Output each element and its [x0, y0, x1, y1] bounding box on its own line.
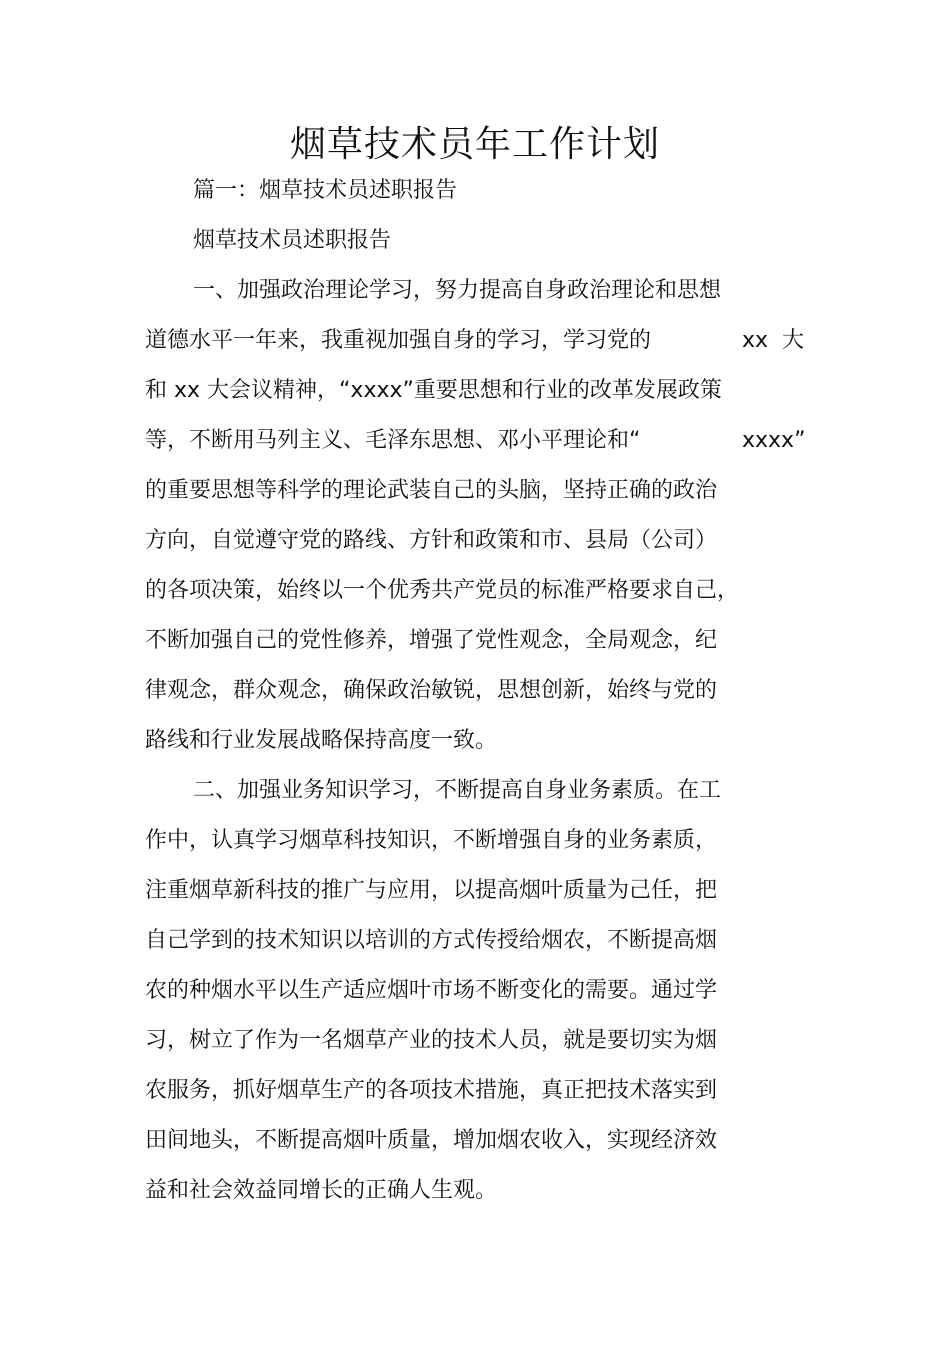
paragraph-line	[145, 426, 806, 456]
paragraph-line: 路线和行业发展战略保持高度一致。	[145, 728, 498, 753]
paragraph-line: 不断加强自己的党性修养，增强了党性观念，全局观念，纪	[145, 628, 718, 653]
paragraph-line: 农服务，抓好烟草生产的各项技术措施，真正把技术落实到	[145, 1078, 718, 1103]
document-title: 烟草技术员年工作计划	[289, 124, 660, 165]
paragraph-line: 益和社会效益同增长的正确人生观。	[145, 1178, 498, 1203]
paragraph-line: 田间地头，不断提高烟叶质量，增加烟农收入，实现经济效	[145, 1128, 718, 1153]
paragraph-text: xx	[742, 328, 769, 353]
paragraph-line: 的各项决策，始终以一个优秀共产党员的标准严格要求自己，	[145, 578, 740, 603]
paragraph-line: 方向，自觉遵守党的路线、方针和政策和市、县局（公司）	[145, 528, 718, 553]
section-heading: 篇一：烟草技术员述职报告	[193, 178, 458, 203]
paragraph-line: 作中，认真学习烟草科技知识，不断增强自身的业务素质，	[145, 828, 718, 853]
paragraph-line: 和 xx 大会议精神，“xxxx”重要思想和行业的改革发展政策	[145, 378, 722, 403]
paragraph-line: 注重烟草新科技的推广与应用，以提高烟叶质量为己任，把	[145, 878, 718, 903]
paragraph-text: 道德水平一年来，我重视加强自身的学习，学习党的	[145, 328, 652, 353]
paragraph-line: 农的种烟水平以生产适应烟叶市场不断变化的需要。通过学	[145, 978, 718, 1003]
paragraph-text: 大	[782, 328, 805, 353]
paragraph-text: xxxx”	[742, 428, 806, 453]
report-subtitle: 烟草技术员述职报告	[193, 228, 392, 253]
paragraph-line: 习，树立了作为一名烟草产业的技术人员，就是要切实为烟	[145, 1028, 718, 1053]
paragraph-line: 二、加强业务知识学习，不断提高自身业务素质。在工	[193, 778, 722, 803]
paragraph-line: 一、加强政治理论学习，努力提高自身政治理论和思想	[193, 278, 722, 303]
paragraph-text: 等，不断用马列主义、毛泽东思想、邓小平理论和“	[145, 428, 641, 453]
paragraph-line: 自己学到的技术知识以培训的方式传授给烟农，不断提高烟	[145, 928, 718, 953]
paragraph-line	[145, 326, 805, 356]
paragraph-line: 律观念，群众观念，确保政治敏锐，思想创新，始终与党的	[145, 678, 718, 703]
paragraph-line: 的重要思想等科学的理论武装自己的头脑，坚持正确的政治	[145, 478, 718, 503]
